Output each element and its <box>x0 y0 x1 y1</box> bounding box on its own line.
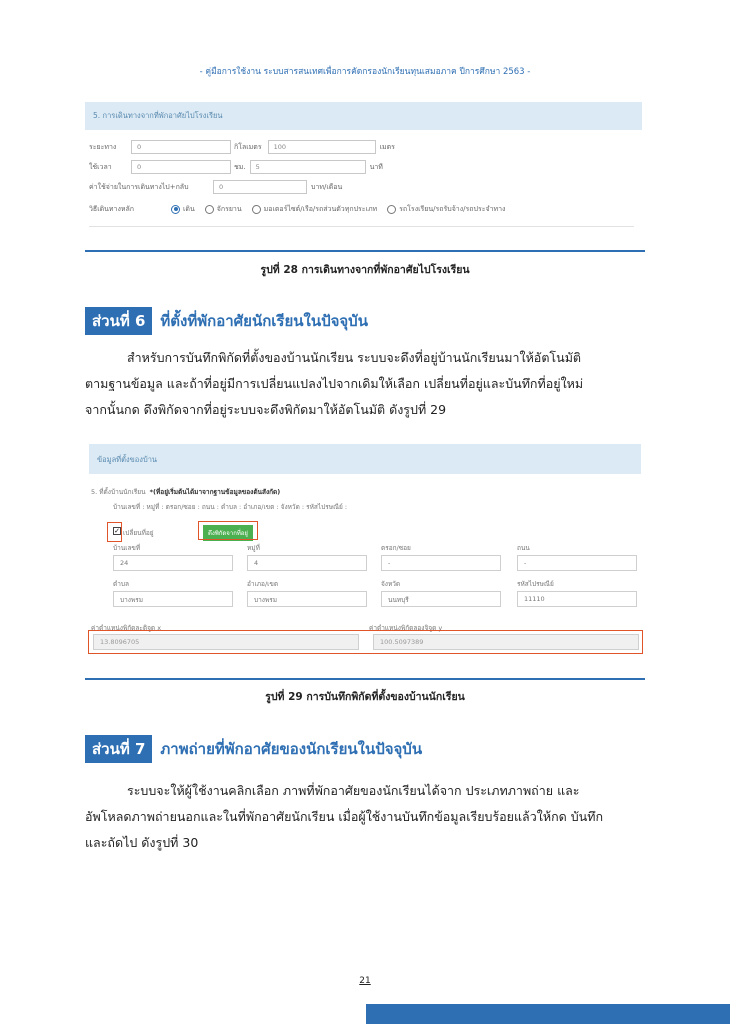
province-label: จังหวัด <box>381 580 401 588</box>
cost-unit: บาท/เดือน <box>311 182 343 191</box>
time-minute-input[interactable]: 5 <box>250 160 366 174</box>
fetch-coordinates-button[interactable]: ดึงพิกัดจากที่อยู่ <box>203 525 253 541</box>
caption-rule <box>85 678 645 680</box>
section-7-heading <box>85 735 422 763</box>
figure-28-travel-form <box>85 102 642 230</box>
zip-label: รหัสไปรษณีย์ <box>517 580 554 588</box>
m-unit: เมตร <box>379 142 395 151</box>
amphoe-label: อำเภอ/เขต <box>247 580 279 588</box>
road-label: ถนน <box>517 544 530 552</box>
latitude-label: ค่าตำแหน่งพิกัดละติจูด x <box>91 624 162 632</box>
mode-option-bicycle[interactable]: จักรยาน <box>205 204 242 215</box>
figure-29-location-form <box>85 440 645 662</box>
section-number: ส่วนที่ 7 <box>85 735 152 763</box>
time-label: ใช้เวลา <box>89 162 112 171</box>
house-no-label: บ้านเลขที่ <box>113 544 141 552</box>
tambon-label: ตำบล <box>113 580 129 588</box>
address-note: *(ที่อยู่เริ่มต้นได้มาจากฐานข้อมูลของต้นสังกัด) <box>149 488 281 496</box>
km-unit: กิโลเมตร <box>234 142 262 151</box>
moo-input[interactable]: 4 <box>247 555 367 571</box>
address-label: 5. ที่ตั้งบ้านนักเรียน <box>91 488 146 496</box>
footer-bar <box>366 1004 730 1024</box>
panel-title: ข้อมูลที่ตั้งของบ้าน <box>89 444 641 474</box>
section-7-paragraph: ระบบจะให้ผู้ใช้งานคลิกเลือก ภาพที่พักอาศัยของนักเรียนได้จาก ประเภทภาพถ่าย และ อัพโหลดภาพถ่ายนอกและในที่พักอาศัยนักเรียน เมื่อผู้ใช้งานบันทึกข้อมูลเรียบร้อยแล้วให้กด บันทึก และถัดไป ดังรูปที่ 30 <box>85 783 604 850</box>
coordinates-highlight <box>88 630 643 654</box>
divider <box>89 226 634 227</box>
mode-option-motorcycle[interactable]: มอเตอร์ไซต์/เรือ/รถส่วนตัวทุกประเภท <box>252 204 378 215</box>
mode-option-bus[interactable]: รถโรงเรียน/รถรับจ้าง/รถประจำทาง <box>387 204 505 215</box>
document-header: - คู่มือการใช้งาน ระบบสารสนเทศเพื่อการคัดกรองนักเรียนทุนเสมอภาค ปีการศึกษา 2563 - <box>199 67 531 77</box>
house-no-input[interactable]: 24 <box>113 555 233 571</box>
minute-unit: นาที <box>369 162 383 171</box>
checkbox-highlight <box>107 522 122 542</box>
button-highlight <box>198 521 258 540</box>
radio-icon <box>387 205 396 214</box>
distance-m-input[interactable]: 100 <box>268 140 376 154</box>
soi-input[interactable]: - <box>381 555 501 571</box>
address-fields: บ้านเลขที่ : หมู่ที่ : ตรอก/ซอย : ถนน : ตำบล : อำเภอ/เขต : จังหวัด : รหัสไปรษณีย์ : <box>113 503 348 511</box>
page-number: 21 <box>359 976 371 986</box>
time-hour-input[interactable]: 0 <box>131 160 231 174</box>
latitude-input[interactable]: 13.8096705 <box>93 634 359 650</box>
soi-label: ตรอก/ซอย <box>381 544 411 552</box>
change-address-checkbox[interactable]: ✓ <box>114 527 120 535</box>
section-6-heading <box>85 307 368 335</box>
zip-input[interactable]: 11110 <box>517 591 637 607</box>
radio-icon <box>205 205 214 214</box>
mode-option-walk[interactable]: เดิน <box>171 204 195 215</box>
caption-rule <box>85 250 645 252</box>
change-address-label: เปลี่ยนที่อยู่ <box>123 529 154 537</box>
section-title: ภาพถ่ายที่พักอาศัยของนักเรียนในปัจจุบัน <box>160 740 423 758</box>
figure-28-caption: รูปที่ 28 การเดินทางจากที่พักอาศัยไปโรงเรียน <box>260 264 470 276</box>
longitude-label: ค่าตำแหน่งพิกัดลองจิจูด y <box>369 624 443 632</box>
tambon-input[interactable]: บางพรม <box>113 591 233 607</box>
amphoe-input[interactable]: บางพรม <box>247 591 367 607</box>
figure-29-caption: รูปที่ 29 การบันทึกพิกัดที่ตั้งของบ้านนักเรียน <box>265 691 465 703</box>
panel-title: 5. การเดินทางจากที่พักอาศัยไปโรงเรียน <box>85 102 642 130</box>
section-title: ที่ตั้งที่พักอาศัยนักเรียนในปัจจุบัน <box>160 312 368 330</box>
road-input[interactable]: - <box>517 555 637 571</box>
distance-label: ระยะทาง <box>89 142 117 151</box>
moo-label: หมู่ที่ <box>247 544 260 552</box>
province-input[interactable]: นนทบุรี <box>381 591 501 607</box>
cost-label: ค่าใช้จ่ายในการเดินทางไป+กลับ <box>89 182 189 191</box>
section-6-paragraph: สำหรับการบันทึกพิกัดที่ตั้งของบ้านนักเรียน ระบบจะดึงที่อยู่บ้านนักเรียนมาให้อัตโนมัติ ตามฐานข้อมูล และถ้าที่อยู่มีการเปลี่ยนแปลงไปจากเดิมให้เลือก เปลี่ยนที่อยู่และบันทึกที่อยู่ใหม่ จากนั้นกด ดึงพิกัดจากที่อยู่ระบบจะดึงพิกัดมาให้อัตโนมัติ ดังรูปที่ 29 <box>85 350 584 417</box>
hour-unit: ชม. <box>234 162 246 171</box>
cost-input[interactable]: 0 <box>213 180 307 194</box>
radio-icon <box>252 205 261 214</box>
mode-label: วิธีเดินทางหลัก <box>89 205 135 213</box>
longitude-input[interactable]: 100.5097389 <box>373 634 639 650</box>
distance-km-input[interactable]: 0 <box>131 140 231 154</box>
radio-selected-icon <box>171 205 180 214</box>
section-number: ส่วนที่ 6 <box>85 307 152 335</box>
